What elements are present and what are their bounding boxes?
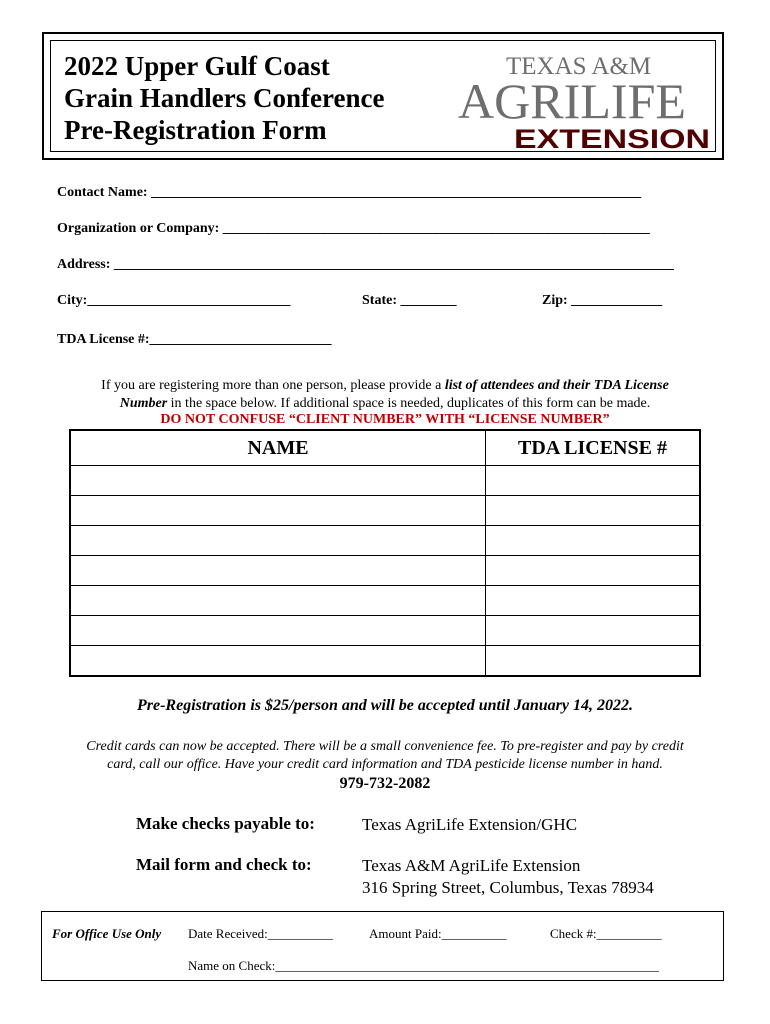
credit-card-line-1: Credit cards can now be accepted. There will be a small convenience fee. To pre-register and pay by credit bbox=[86, 739, 684, 754]
attendee-name-cell[interactable] bbox=[70, 586, 486, 616]
attendee-name-cell[interactable] bbox=[70, 556, 486, 586]
attendee-license-cell[interactable] bbox=[486, 496, 700, 526]
checks-payable-label: Make checks payable to: bbox=[136, 814, 315, 833]
zip-field[interactable]: Zip: _____________ bbox=[542, 293, 663, 308]
attendee-name-cell[interactable] bbox=[70, 616, 486, 646]
instructions-text: If you are registering more than one person, please provide a bbox=[101, 378, 445, 393]
phone-number: 979-732-2082 bbox=[339, 775, 431, 792]
table-row bbox=[70, 496, 700, 526]
credit-card-line-2: card, call our office. Have your credit card information and TDA pesticide license number in hand. bbox=[107, 757, 663, 772]
attendee-license-cell[interactable] bbox=[486, 646, 700, 677]
name-on-check-field[interactable]: Name on Check:___________________________________________________________ bbox=[188, 958, 659, 973]
contact-name-field[interactable]: Contact Name: ______________________________________________________________________ bbox=[57, 185, 642, 200]
attendee-license-cell[interactable] bbox=[486, 616, 700, 646]
logo-extension: EXTENSION bbox=[514, 124, 710, 152]
table-row bbox=[70, 586, 700, 616]
table-row bbox=[70, 556, 700, 586]
instructions-line-2 bbox=[0, 395, 770, 412]
attendee-license-cell[interactable] bbox=[486, 526, 700, 556]
pricing-statement: Pre-Registration is $25/person and will be accepted until January 14, 2022. bbox=[136, 697, 634, 714]
table-row bbox=[70, 466, 700, 496]
checks-payable-value: Texas AgriLife Extension/GHC bbox=[362, 815, 578, 834]
attendees-table bbox=[69, 429, 701, 677]
check-number-field[interactable]: Check #:__________ bbox=[550, 926, 662, 941]
license-warning: DO NOT CONFUSE “CLIENT NUMBER” WITH “LICENSE NUMBER” bbox=[160, 412, 610, 427]
attendee-name-cell[interactable] bbox=[70, 496, 486, 526]
license-column-header: TDA LICENSE # bbox=[486, 430, 700, 466]
form-title bbox=[64, 50, 384, 146]
agrilife-extension-logo bbox=[452, 48, 714, 152]
city-field[interactable]: City:_____________________________ bbox=[57, 293, 291, 308]
state-field[interactable]: State: ________ bbox=[362, 293, 457, 308]
amount-paid-field[interactable]: Amount Paid:__________ bbox=[369, 926, 507, 941]
date-received-field[interactable]: Date Received:__________ bbox=[188, 926, 333, 941]
instructions-emphasis-number: Number bbox=[119, 396, 168, 411]
mail-address-line-1: Texas A&M AgriLife Extension bbox=[362, 856, 581, 875]
title-line-2: Grain Handlers Conference bbox=[64, 83, 385, 113]
instructions-text-2: in the space below. If additional space is needed, duplicates of this form can be made. bbox=[167, 396, 651, 411]
office-use-label: For Office Use Only bbox=[52, 926, 162, 941]
attendee-license-cell[interactable] bbox=[486, 466, 700, 496]
table-header-row bbox=[70, 430, 700, 466]
logo-agrilife: AGRILIFE bbox=[458, 73, 686, 129]
table-row bbox=[70, 616, 700, 646]
table-row bbox=[70, 646, 700, 677]
logo-texas-am: TEXAS A&M bbox=[506, 53, 652, 80]
attendee-name-cell[interactable] bbox=[70, 466, 486, 496]
attendee-license-cell[interactable] bbox=[486, 556, 700, 586]
title-line-1: 2022 Upper Gulf Coast bbox=[64, 51, 330, 81]
title-line-3: Pre-Registration Form bbox=[64, 115, 327, 145]
mail-address-line-2: 316 Spring Street, Columbus, Texas 78934 bbox=[362, 878, 654, 897]
address-field[interactable]: Address: ________________________________________________________________________________ bbox=[57, 257, 674, 272]
table-row bbox=[70, 526, 700, 556]
attendee-name-cell[interactable] bbox=[70, 526, 486, 556]
mail-to-address bbox=[362, 855, 654, 899]
attendee-license-cell[interactable] bbox=[486, 586, 700, 616]
instructions-line-1 bbox=[0, 377, 770, 394]
name-column-header: NAME bbox=[70, 430, 486, 466]
organization-field[interactable]: Organization or Company: _____________________________________________________________ bbox=[57, 221, 650, 236]
tda-license-field[interactable]: TDA License #:__________________________ bbox=[57, 332, 332, 347]
instructions-emphasis: list of attendees and their TDA License bbox=[444, 378, 669, 393]
mail-to-label: Mail form and check to: bbox=[136, 855, 312, 874]
attendee-name-cell[interactable] bbox=[70, 646, 486, 677]
